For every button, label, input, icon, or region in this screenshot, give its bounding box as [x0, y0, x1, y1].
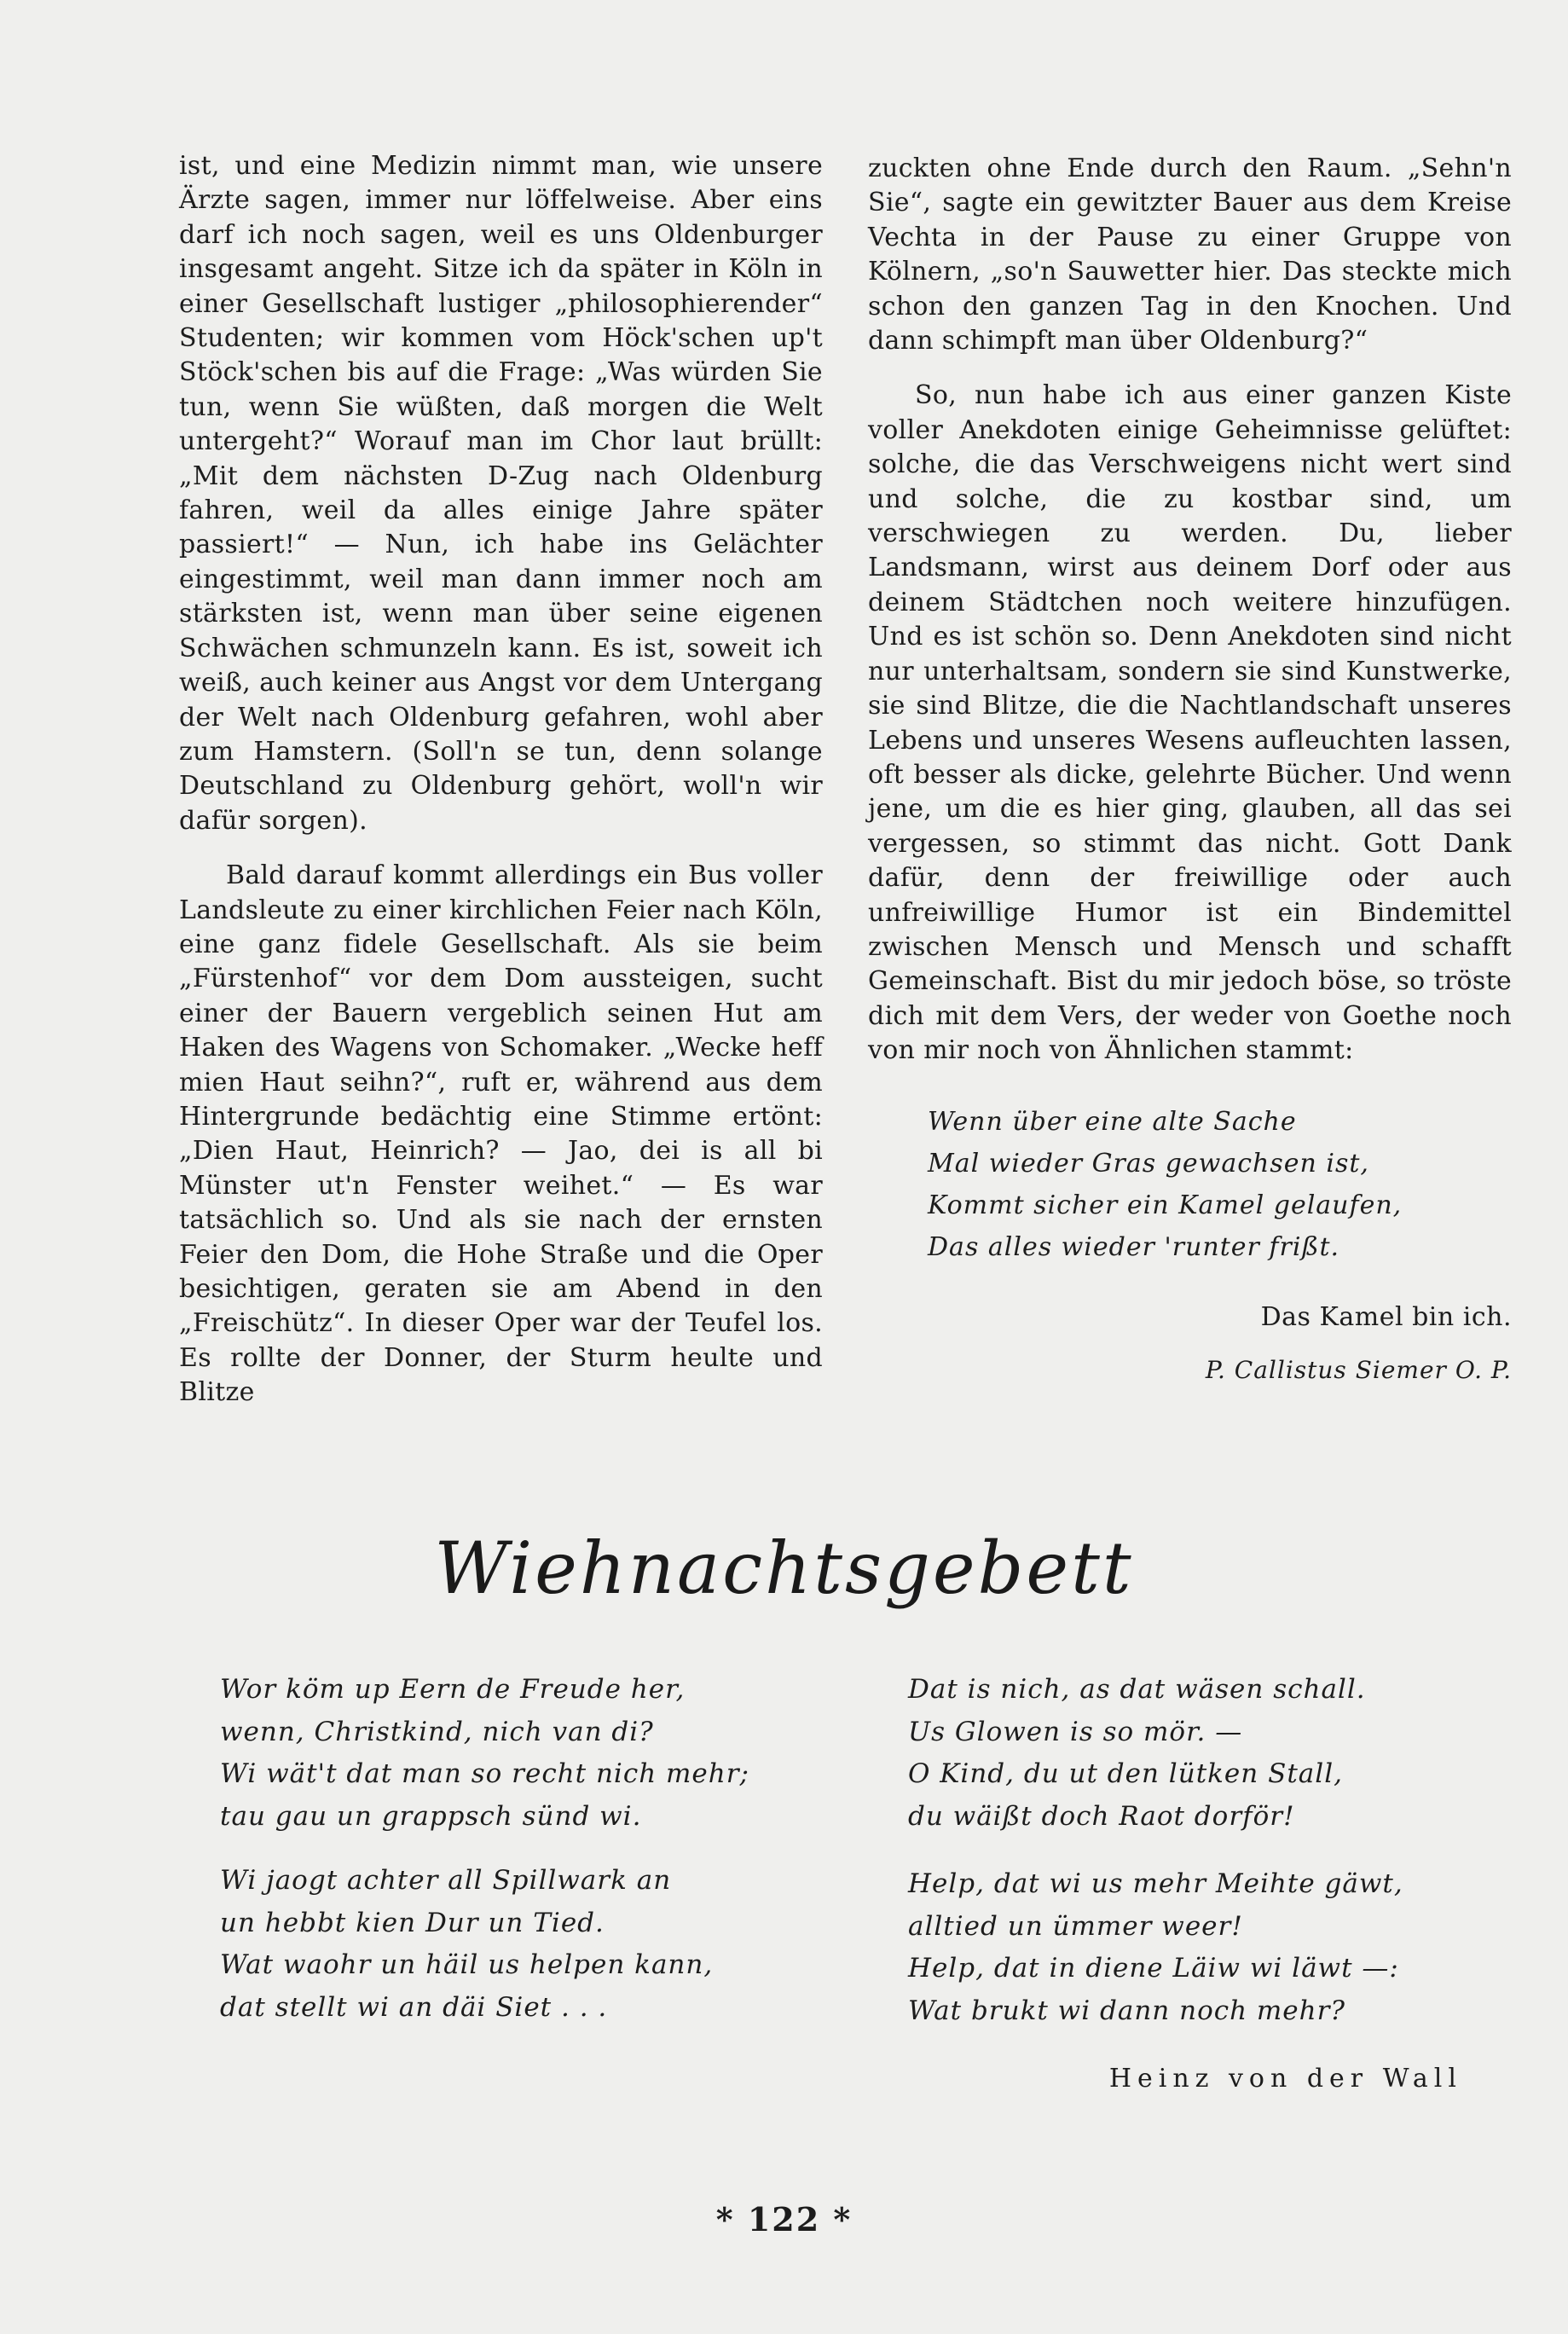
right-paragraph-2: So, nun habe ich aus einer ganzen Kiste voller Anekdoten einige Geheimnisse gelüftet: solche, die das Verschweigens nicht wert sind und solche, die zu kostbar sind, um verschwiegen zu werden. Du, lieber Landsmann, wirst aus deinem Dorf oder aus deinem Städtchen noch weitere hinzufügen. Und es ist schön so. Denn Anekdoten sind nicht nur unterhaltsam, sondern sie sind Kunstwerke, sie sind Blitze, die die Nachtlandschaft unseres Lebens und unseres Wesens aufleuchten lassen, oft besser als dicke, gelehrte Bücher. Und wenn jene, um die es hier ging, glauben, all das sei vergessen, so stimmt das nicht. Gott Dank dafür, denn der freiwillige oder auch unfreiwillige Humor ist ein Bindemittel zwischen Mensch und Mensch und schafft Gemeinschaft. Bist du mir jedoch böse, so tröste dich mit dem Vers, der weder von Goethe noch von mir noch von Ähnlichen stammt:	[868, 380, 1512, 1066]
poem-line: un hebbt kien Dur un Tied.	[220, 1907, 605, 1938]
right-column	[868, 152, 1512, 1384]
quoted-verse	[928, 1101, 1512, 1268]
poem-line: tau gau un grappsch sünd wi.	[220, 1800, 642, 1832]
poem-line: Wi wät't dat man so recht nich mehr;	[220, 1758, 749, 1789]
poem-line: dat stellt wi an däi Siet . . .	[220, 1991, 608, 2023]
poem-line: Dat is nich, as dat wäsen schall.	[908, 1674, 1366, 1705]
poem-line: Wat brukt wi dann noch mehr?	[908, 1995, 1346, 2026]
poem-author: Heinz von der Wall	[1108, 2064, 1462, 2094]
poem-stanza	[908, 1669, 1366, 1838]
page-number: * 122 *	[715, 2200, 853, 2238]
poem-line: wenn, Christkind, nich van di?	[220, 1716, 654, 1747]
left-paragraph-1: ist, und eine Medizin nimmt man, wie unsere Ärzte sagen, immer nur löffelweise. Aber eins darf ich noch sagen, weil es uns Oldenburger insgesamt angeht. Sitze ich da später in Köln in einer Gesellschaft lustiger „philosophierender“ Studenten; wir kommen vom Höck'schen up't Stöck'schen bis auf die Frage: „Was würden Sie tun, wenn Sie wüßten, daß morgen die Welt untergeht?“ Worauf man im Chor laut brüllt: „Mit dem nächsten D-Zug nach Oldenburg fahren, weil da alles einige Jahre später passiert!“ — Nun, ich habe ins Gelächter eingestimmt, weil man dann immer noch am stärksten ist, wenn man über seine eigenen Schwächen schmunzeln kann. Es ist, soweit ich weiß, auch keiner aus Angst vor dem Untergang der Welt nach Oldenburg gefahren, wohl aber zum Hamstern. (Soll'n se tun, denn solange Deutschland zu Oldenburg gehört, woll'n wir dafür sorgen).	[179, 151, 823, 836]
signoff-line: Das Kamel bin ich.	[1260, 1301, 1512, 1332]
right-paragraph-1: zuckten ohne Ende durch den Raum. „Sehn'n Sie“, sagte ein gewitzter Bauer aus dem Kreise Vechta in der Pause zu einer Gruppe von Kölnern, „so'n Sauwetter hier. Das steckte mich schon den ganzen Tag in den Knochen. Und dann schimpft man über Oldenburg?“	[868, 153, 1512, 356]
poem-line: Wat waohr un häil us helpen kann,	[220, 1949, 714, 1980]
poem-line: alltied un ümmer weer!	[908, 1910, 1243, 1942]
left-paragraph-2: Bald darauf kommt allerdings ein Bus voller Landsleute zu einer kirchlichen Feier nach Köln, eine ganz fidele Gesellschaft. Als sie beim „Fürstenhof“ vor dem Dom aussteigen, sucht einer der Bauern vergeblich seinen Hut am Haken des Wagens von Schomaker. „Wecke heff mien Haut seihn?“, ruft er, während aus dem Hintergrunde bedächtig eine Stimme ertönt: „Dien Haut, Heinrich? — Jao, dei is all bi Münster ut'n Fenster weihet.“ — Es war tatsächlich so. Und als sie nach der ernsten Feier den Dom, die Hohe Straße und die Oper besichtigen, geraten sie am Abend in den „Freischütz“. In dieser Oper war der Teufel los. Es rollte der Donner, der Sturm heulte und Blitze	[179, 860, 823, 1408]
verse-line: Das alles wieder 'runter frißt.	[928, 1231, 1340, 1262]
poem-stanza	[220, 1669, 749, 1838]
poem-line: Help, dat wi us mehr Meihte gäwt,	[908, 1868, 1403, 1899]
poem-title: Wiehnachtsgebett	[434, 1526, 1134, 1610]
poem-stanza	[220, 1860, 713, 2029]
verse-line: Mal wieder Gras gewachsen ist,	[928, 1148, 1369, 1179]
poem-line: Us Glowen is so mör. —	[908, 1716, 1243, 1747]
left-column	[179, 149, 823, 1410]
poem-line: Wor köm up Eern de Freude her,	[220, 1674, 686, 1705]
poem-line: O Kind, du ut den lütken Stall,	[908, 1758, 1343, 1789]
poem-line: Wi jaogt achter all Spillwark an	[220, 1865, 672, 1896]
article-author: P. Callistus Siemer O. P.	[1205, 1355, 1512, 1384]
verse-line: Wenn über eine alte Sache	[928, 1106, 1297, 1137]
verse-line: Kommt sicher ein Kamel gelaufen,	[928, 1190, 1403, 1220]
poem-stanza	[908, 1863, 1403, 2032]
poem-line: du wäißt doch Raot dorför!	[908, 1800, 1295, 1832]
poem-line: Help, dat in diene Läiw wi läwt —:	[908, 1953, 1399, 1984]
